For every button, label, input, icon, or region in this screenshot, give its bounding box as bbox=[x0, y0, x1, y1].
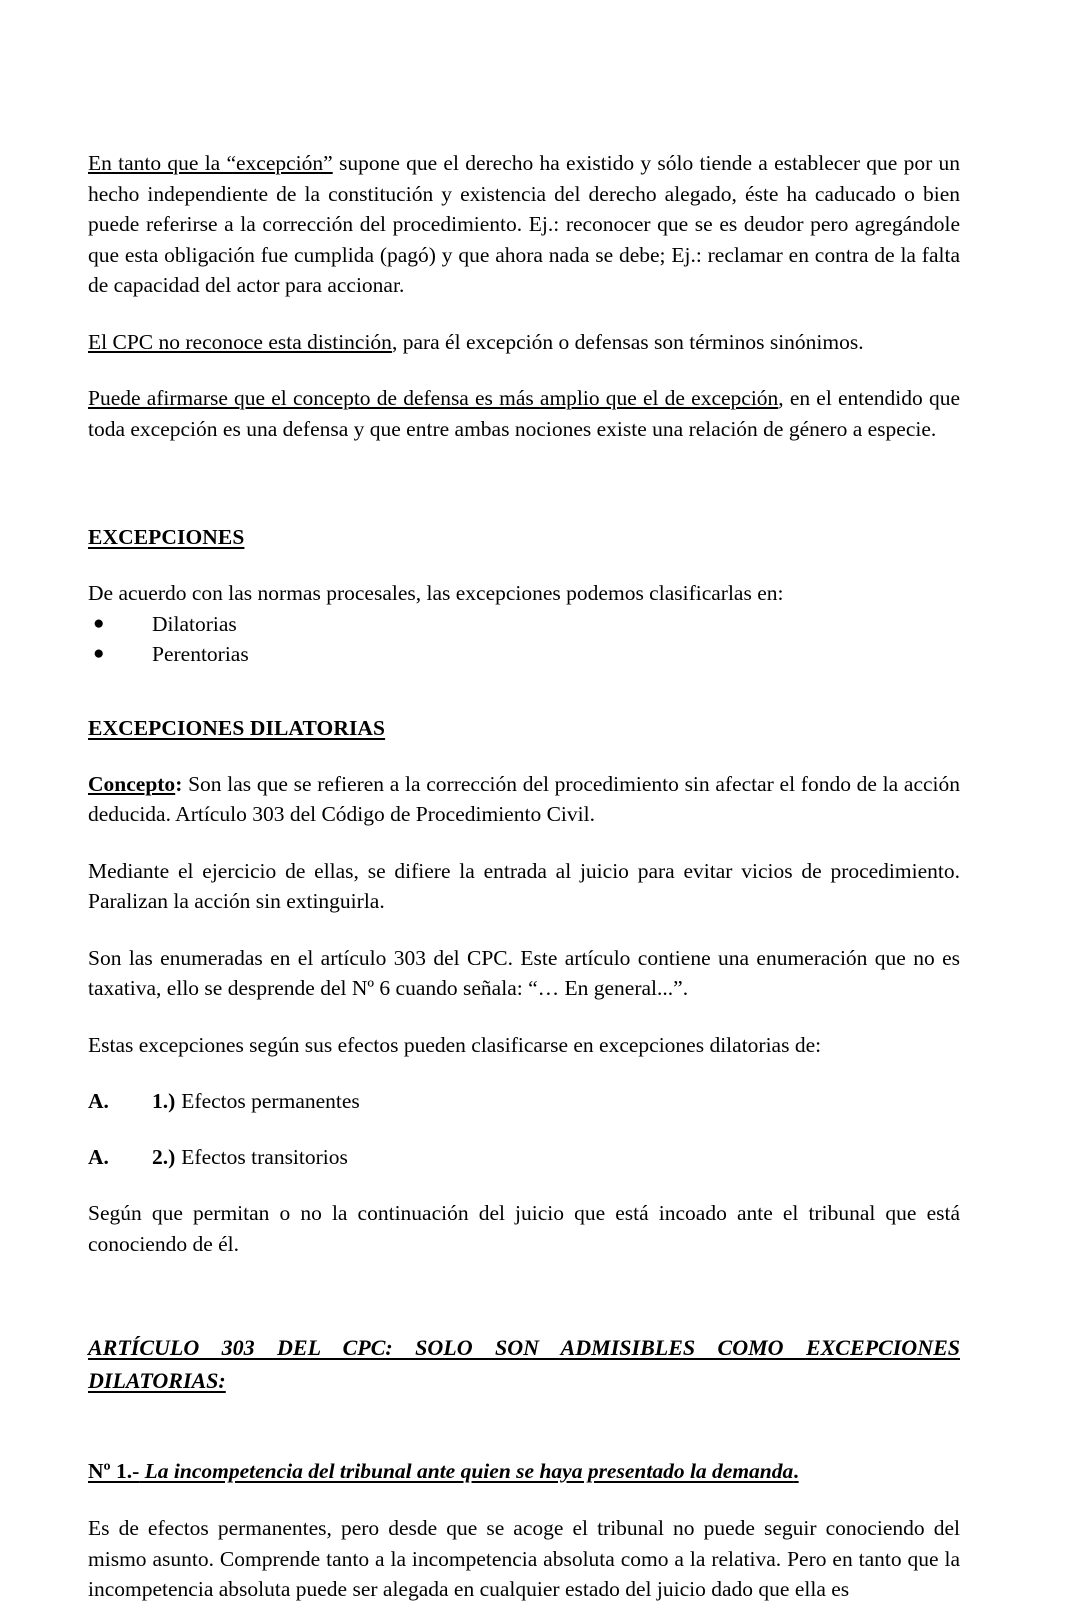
spacer bbox=[88, 1004, 960, 1030]
spacer-before-excepciones-heading bbox=[88, 444, 960, 522]
lettered-item-efectos-permanentes bbox=[88, 1086, 960, 1116]
spacer bbox=[88, 743, 960, 769]
heading-articulo-303-cpc: ARTÍCULO 303 DEL CPC: SOLO SON ADMISIBLES COMO EXCEPCIONES DILATORIAS: bbox=[88, 1335, 960, 1393]
concepto-body: Son las que se refieren a la corrección del procedimiento sin afectar el fondo de la acción deducida. Artículo 303 del Código de Procedimiento Civil. bbox=[88, 771, 960, 826]
paragraph-clasificacion-efectos: Estas excepciones según sus efectos pueden clasificarse en excepciones dilatorias de: bbox=[88, 1032, 822, 1057]
paragraph-2-body: , para él excepción o defensas son términos sinónimos. bbox=[391, 329, 864, 354]
lettered-item-text: Efectos transitorios bbox=[181, 1145, 348, 1169]
paragraph-2-underlined-lead: El CPC no reconoce esta distinción bbox=[88, 329, 392, 354]
spacer bbox=[88, 1172, 960, 1198]
document-content bbox=[88, 148, 960, 1605]
list-item bbox=[88, 639, 960, 669]
paragraph-mediante-ejercicio: Mediante el ejercicio de ellas, se difiere la entrada al juicio para evitar vicios de procedimiento. Paralizan la acción sin extinguirla. bbox=[88, 858, 960, 913]
spacer bbox=[88, 357, 960, 383]
list-item-label: Perentorias bbox=[152, 641, 249, 666]
paragraph-1-body: supone que el derecho ha existido y sólo tiende a establecer que por un hecho independiente de la constitución y existencia del derecho alegado, éste ha caducado o bien puede referirse a la corrección del procedimiento. Ej.: reconocer que se es deudor pero agregándole que esta obligación fue cumplida (pagó) y que ahora nada se debe; Ej.: reclamar en contra de la falta de capacidad del actor para accionar. bbox=[88, 151, 960, 297]
paragraph-segun-permitan: Según que permitan o no la continuación del juicio que está incoado ante el tribunal que está conociendo de él. bbox=[88, 1201, 960, 1256]
bullet-icon: ● bbox=[93, 612, 105, 634]
lettered-item-number: 2.) bbox=[152, 1145, 176, 1169]
lettered-item-efectos-transitorios bbox=[88, 1142, 960, 1172]
heading-excepciones: EXCEPCIONES bbox=[88, 525, 245, 549]
concepto-label: Concepto bbox=[88, 771, 176, 796]
paragraph-efectos-permanentes-detalle: Es de efectos permanentes, pero desde que se acoge el tribunal no puede seguir conociendo del mismo asunto. Comprende tanto a la incompetencia absoluta como a la relativa. Pero en tanto que la incompetencia absoluta puede ser alegada en cualquier estado del juicio dado que ella es bbox=[88, 1516, 960, 1601]
list-item-label: Dilatorias bbox=[152, 611, 237, 636]
heading-excepciones-dilatorias: EXCEPCIONES DILATORIAS bbox=[88, 715, 386, 740]
list-item bbox=[88, 609, 960, 639]
subheading-n1-prefix: Nº 1.- bbox=[88, 1459, 140, 1483]
spacer bbox=[88, 917, 960, 943]
subheading-n1-incompetencia bbox=[88, 1456, 960, 1487]
spacer bbox=[88, 1430, 960, 1456]
paragraph-3-underlined-lead: Puede afirmarse que el concepto de defensa es más amplio que el de excepción bbox=[88, 386, 779, 410]
concepto-colon: : bbox=[175, 771, 183, 796]
spacer-before-dilatorias-heading bbox=[88, 669, 960, 713]
spacer bbox=[88, 830, 960, 856]
spacer bbox=[88, 301, 960, 327]
bullet-icon: ● bbox=[93, 642, 105, 664]
lettered-item-text: Efectos permanentes bbox=[181, 1089, 360, 1113]
paragraph-cpc-no-distincion bbox=[88, 327, 960, 358]
paragraph-1-underlined-lead: En tanto que la “excepción” bbox=[88, 151, 333, 175]
paragraph-3-body: , en el entendido que toda excepción es una defensa y que entre ambas nociones existe una relación de género a especie. bbox=[88, 386, 960, 441]
paragraph-excepcion-definition bbox=[88, 148, 960, 301]
subheading-n1-suffix: . bbox=[793, 1459, 799, 1483]
lettered-item-letter: A. bbox=[88, 1145, 109, 1169]
spacer bbox=[88, 552, 960, 578]
spacer bbox=[88, 1487, 960, 1513]
spacer bbox=[88, 1116, 960, 1142]
paragraph-clasificacion-intro: De acuerdo con las normas procesales, las excepciones podemos clasificarlas en: bbox=[88, 581, 784, 605]
lettered-item-number: 1.) bbox=[152, 1089, 176, 1113]
paragraph-concepto bbox=[88, 769, 960, 830]
lettered-item-letter: A. bbox=[88, 1089, 109, 1113]
paragraph-enumeradas-articulo-303: Son las enumeradas en el artículo 303 del CPC. Este artículo contiene una enumeración que no es taxativa, ello se desprende del Nº 6 cuando señala: “… En general...”. bbox=[88, 945, 960, 1000]
subheading-n1-italic-text: La incompetencia del tribunal ante quien se haya presentado la demanda bbox=[139, 1459, 794, 1483]
spacer-before-articulo-heading bbox=[88, 1259, 960, 1331]
paragraph-defensa-mas-amplio bbox=[88, 383, 960, 444]
spacer bbox=[88, 1060, 960, 1086]
list-clasificacion-excepciones bbox=[88, 609, 960, 669]
